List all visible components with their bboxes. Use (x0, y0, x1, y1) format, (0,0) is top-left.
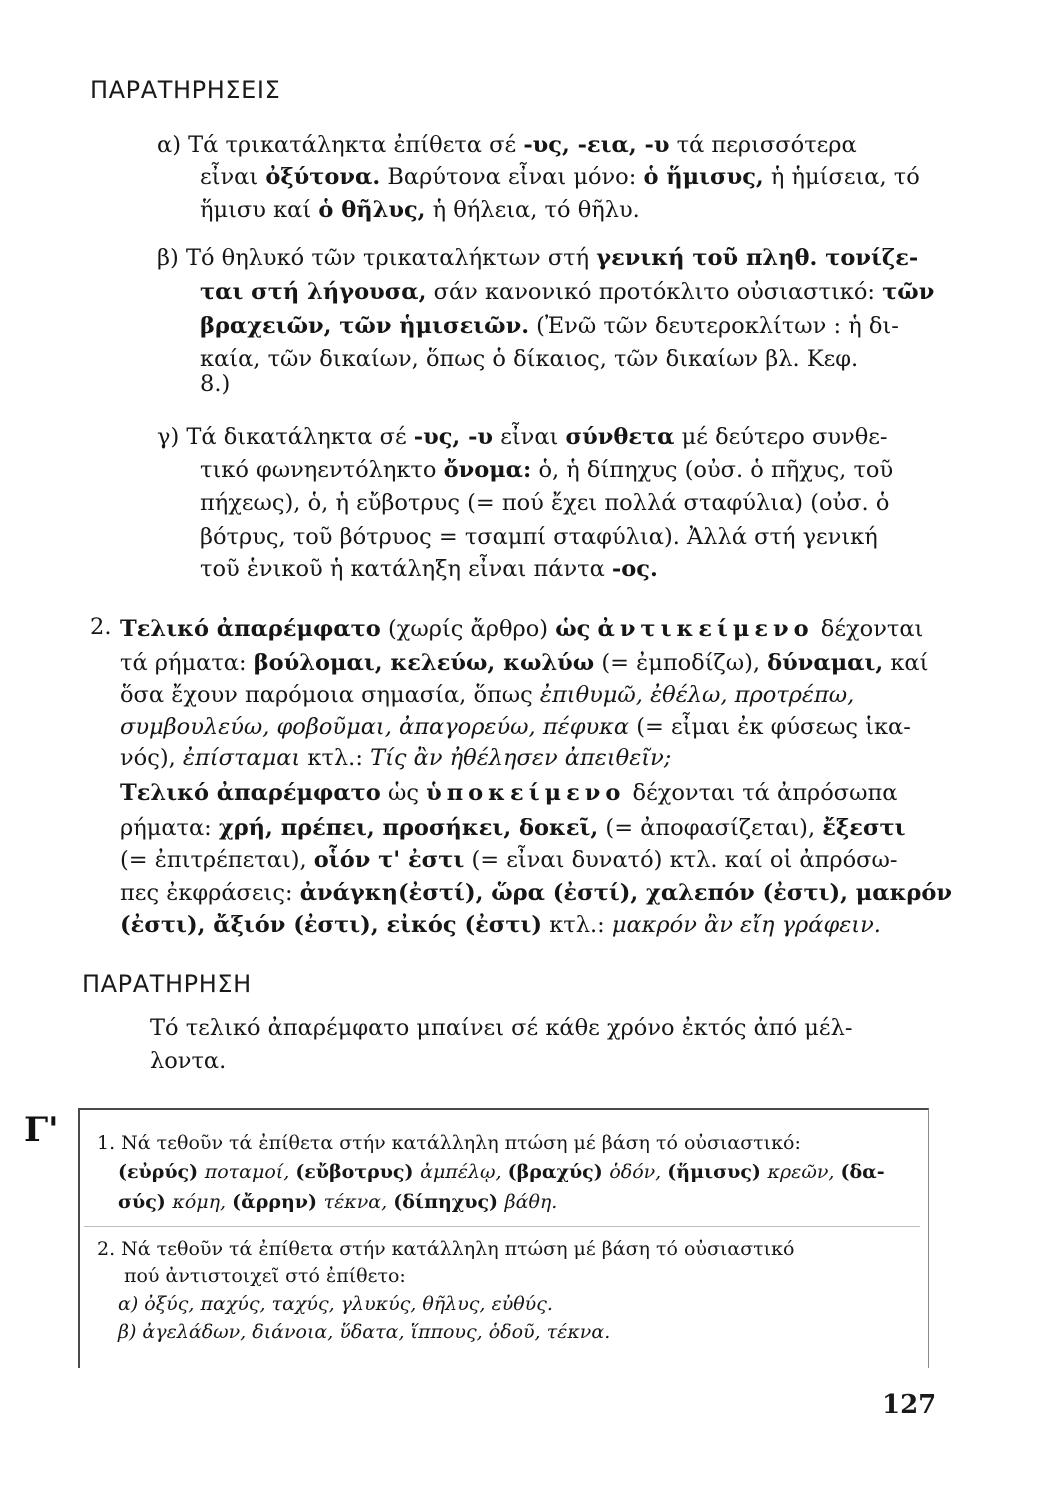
note-gamma-line-1: γ) Τά δικατάληκτα σέ -υς, -υ εἶναι σύνθετα μέ δεύτερο συνθε- (157, 424, 888, 450)
rule-2-line-10: (ἐστι), ἄξιόν (ἐστι), εἰκός (ἐστι) κτλ.: μακρόν ἂν εἴη γράφειν. (120, 912, 881, 938)
note-beta-line-1: β) Τό θηλυκό τῶν τρικαταλήκτων στή γενική τοῦ πληθ. τονίζε- (157, 245, 919, 271)
note-gamma-line-3: πήχεως), ὁ, ἡ εὔβοτρυς (= πού ἔχει πολλά σταφύλια) (οὐσ. ὁ (200, 490, 890, 516)
page-number: 127 (882, 1390, 937, 1420)
rule-2-line-1: Τελικό ἀπαρέμφατο (χωρίς ἄρθρο) ὡς ἀντικείμενο δέχονται (120, 616, 924, 642)
note-alpha-line-2: εἶναι ὀξύτονα. Βαρύτονα εἶναι μόνο: ὁ ἥμισυς, ἡ ἡμίσεια, τό (200, 164, 920, 190)
rule-2-line-4: συμβουλεύω, φοβοῦμαι, ἀπαγορεύω, πέφυκα (= εἶμαι ἐκ φύσεως ἱκα- (120, 714, 911, 740)
rule-2-line-7: ρήματα: χρή, πρέπει, προσήκει, δοκεῖ, (= ἀποφασίζεται), ἔξεστι (120, 815, 906, 841)
exercise-divider (84, 1226, 920, 1227)
rule-2-line-8: (= ἐπιτρέπεται), οἷόν τ' ἐστι (= εἶναι δυνατό) κτλ. καί οἱ ἀπρόσω- (120, 847, 898, 873)
exercise-2-line-2: πού ἀντιστοιχεῖ στό ἐπίθετο: (124, 1265, 406, 1287)
rule-2-line-9: πες ἐκφράσεις: ἀνάγκη(ἐστί), ὥρα (ἐστί), χαλεπόν (ἐστι), μακρόν (120, 880, 953, 906)
rule-2-line-3: ὅσα ἔχουν παρόμοια σημασία, ὅπως ἐπιθυμῶ, ἐθέλω, προτρέπω, (120, 682, 855, 708)
exercise-1-line-2: (εὐρύς) ποταμοί, (εὔβοτρυς) ἀμπέλῳ, (βραχύς) ὁδόν, (ἥμισυς) κρεῶν, (δα- (118, 1161, 885, 1183)
note-beta-line-3: βραχειῶν, τῶν ἡμισειῶν. (Ἐνῶ τῶν δευτεροκλίτων : ἡ δι- (200, 313, 899, 339)
note-gamma-line-4: βότρυς, τοῦ βότρυος = τσαμπί σταφύλια). Ἀλλά στή γενική (200, 524, 878, 550)
note-gamma-line-2: τικό φωνηεντόληκτο ὄνομα: ὁ, ἡ δίπηχυς (οὐσ. ὁ πῆχυς, τοῦ (200, 457, 894, 483)
rule-2-line-2: τά ρήματα: βούλομαι, κελεύω, κωλύω (= ἐμποδίζω), δύναμαι, καί (120, 650, 929, 676)
note-beta-line-2: ται στή λήγουσα, σάν κανονικό προτόκλιτο οὐσιαστικό: τῶν (200, 279, 935, 305)
exercise-2-line-4: β) ἀγελάδων, διάνοια, ὕδατα, ἵππους, ὁδοῦ, τέκνα. (118, 1321, 611, 1343)
observation-heading: ΠΑΡΑΤΗΡΗΣΗ (82, 970, 252, 998)
exercise-2-line-1: 2. Νά τεθοῦν τά ἐπίθετα στήν κατάλληλη πτώση μέ βάση τό οὐσιαστικό (97, 1238, 795, 1260)
note-alpha-line-1: α) Τά τρικατάληκτα ἐπίθετα σέ -υς, -εια, -υ τά περισσότερα (157, 132, 857, 158)
observation-line-2: λοντα. (150, 1048, 227, 1074)
exercise-1-line-3: σύς) κόμη, (ἄρρην) τέκνα, (δίπηχυς) βάθη. (118, 1191, 558, 1213)
note-beta-line-5: 8.) (200, 371, 231, 397)
section-letter: Γ' (24, 1110, 59, 1150)
observation-line-1: Τό τελικό ἀπαρέμφατο μπαίνει σέ κάθε χρόνο ἐκτός ἀπό μέλ- (150, 1015, 853, 1041)
rule-2-line-6: Τελικό ἀπαρέμφατο ὡς ὑποκείμενο δέχονται τά ἀπρόσωπα (120, 780, 898, 806)
exercise-1-line-1: 1. Νά τεθοῦν τά ἐπίθετα στήν κατάλληλη πτώση μέ βάση τό οὐσιαστικό: (97, 1132, 801, 1154)
note-alpha-line-3: ἥμισυ καί ὁ θῆλυς, ἡ θήλεια, τό θῆλυ. (200, 197, 640, 223)
exercise-2-line-3: α) ὀξύς, παχύς, ταχύς, γλυκύς, θῆλυς, εὐθύς. (118, 1293, 553, 1315)
rule-2-number: 2. (90, 614, 112, 640)
note-beta-line-4: καία, τῶν δικαίων, ὅπως ὁ δίκαιος, τῶν δικαίων βλ. Κεφ. (200, 346, 859, 372)
note-gamma-line-5: τοῦ ἑνικοῦ ἡ κατάληξη εἶναι πάντα -ος. (200, 556, 658, 582)
observations-heading: ΠΑΡΑΤΗΡΗΣΕΙΣ (90, 76, 281, 104)
rule-2-line-5: νός), ἐπίσταμαι κτλ.: Τίς ἂν ἠθέλησεν ἀπειθεῖν; (120, 745, 672, 771)
